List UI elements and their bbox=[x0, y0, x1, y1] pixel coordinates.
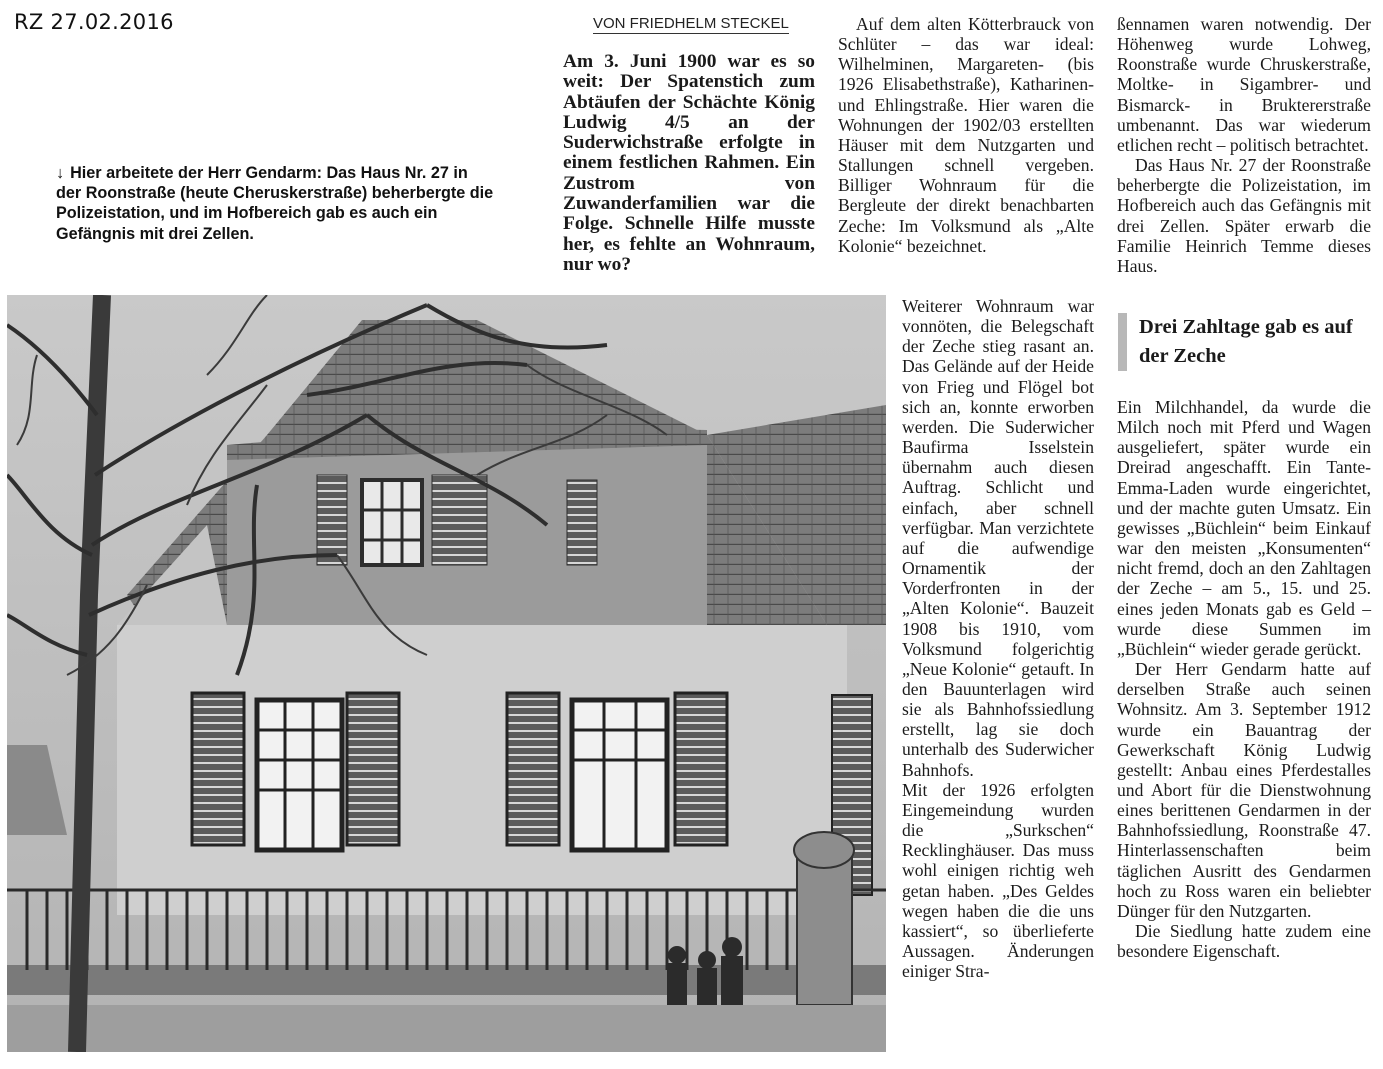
paragraph-milchhandel: Ein Milchhandel, da wurde die Milch noch mit Pferd und Wagen ausgeliefert, später wurde ein Dreirad angeschafft. Ein Tante-Emma-Laden wurde eingerichtet, und der machte guten Umsatz. Ein gewisses „Büchlein“ beim Einkauf war den meisten „Konsumenten“ nicht fremd, doch an den Zahltagen der Zeche – am 5., 15. und 25. eines jeden Monats gab es Geld – wurde diese Summen im „Büchlein“ wieder gerade gerückt. bbox=[1117, 397, 1371, 659]
house-illustration bbox=[7, 295, 886, 1052]
photo-caption bbox=[56, 163, 496, 244]
paragraph-gendarm: Der Herr Gendarm hatte auf derselben Straße auch seinen Wohnsitz. Am 3. September 1912 wurde ein Bauantrag der Gewerkschaft König Ludwig gestellt: Anbau eines Pferdestalles und Abort für die Dienstwohnung eines berittenen Gendarmen in der Bahnhofssiedlung, Roonstraße 47. Hinterlassenschaften beim täglichen Ausritt des Gendarmen hoch zu Ross waren ein beliebter Dünger für den Nutzgarten. bbox=[1117, 659, 1371, 921]
paragraph-haus-27: Das Haus Nr. 27 der Roonstraße beherbergte die Polizeistation, im Hofbereich auch das Gefängnis mit drei Zellen. Später erwarb die Familie Heinrich Temme dieses Haus. bbox=[1117, 155, 1371, 276]
paragraph-strassennamen: ßennamen waren notwendig. Der Höhenweg wurde Lohweg, Roonstraße wurde Chruskerstraße, Moltke- in Sigambrer- und Bismarck- in Bruktererstraße umbenannt. Das war wiederum etlichen recht – politisch betrachtet. bbox=[1117, 14, 1371, 155]
section-subheading: Drei Zahltage gab es auf der Zeche bbox=[1118, 313, 1369, 371]
paragraph-alte-kolonie: Auf dem alten Kötterbrauck von Schlüter – das war ideal: Wilhelminen, Margareten- (bis 1926 Elisabethstraße), Katharinen- und Ehlingstraße. Hier waren die Wohnungen der 1902/03 erstellten Häuser mit dem Nutzgarten und Stallungen schnell vergeben. Billiger Wohnraum für die Bergleute der direkt benachbarten Zeche: Im Volksmund als „Alte Kolonie“ bezeichnet. bbox=[838, 14, 1094, 256]
paragraph-neue-kolonie: Weiterer Wohnraum war vonnöten, die Belegschaft der Zeche stieg rasant an. Das Gelände auf der Heide von Frieg und Flögel bot sich an, konnte erworben werden. Die Suderwicher Baufirma Isselstein übernahm auch diesen Auftrag. Schlicht und einfach, aber schnell verfügbar. Man verzichtete auf die aufwendige Ornamentik der Vorderfronten in der „Alten Kolonie“. Bauzeit 1908 bis 1910, vom Volksmund folgerichtig „Neue Kolonie“ getauft. In den Bauunterlagen wird sie als Bahnhofssiedlung erstellt, lag sie doch unterhalb des Suderwicher Bahnhofs. bbox=[902, 296, 1094, 780]
source-date-tag: RZ 27.02.2016 bbox=[14, 10, 174, 34]
article-column-3-narrow bbox=[902, 296, 1094, 981]
article-column-4-bottom bbox=[1117, 397, 1371, 961]
historic-house-photo bbox=[7, 295, 886, 1052]
article-lead: Am 3. Juni 1900 war es so weit: Der Spatenstich zum Abtäufen der Schächte König Ludwig 4/5 an der Suderwichstraße erfolgte in einem festlichen Rahmen. Ein Zustrom von Zuwanderfamilien war die Folge. Schnelle Hilfe musste her, es fehlte an Wohnraum, nur wo? bbox=[563, 51, 815, 275]
article-column-4-top bbox=[1117, 14, 1371, 276]
paragraph-eingemeindung: Mit der 1926 erfolgten Eingemeindung wurden die „Surkschen“ Recklinghäuser. Das muss wohl einigen richtig weh getan haben. „Des Geldes wegen haben die die uns kassiert“, so überlieferte Aussagen. Änderungen einiger Stra- bbox=[902, 779, 1094, 982]
photo-caption-text: Hier arbeitete der Herr Gendarm: Das Haus Nr. 27 in der Roonstraße (heute Cheruskerstraße) beherbergte die Polizeistation, und im Hofbereich gab es auch ein Gefängnis mit drei Zellen. bbox=[56, 164, 494, 243]
author-byline: VON FRIEDHELM STECKEL bbox=[593, 15, 789, 32]
paragraph-siedlung: Die Siedlung hatte zudem eine besondere Eigenschaft. bbox=[1117, 921, 1371, 962]
article-column-3-top bbox=[838, 14, 1094, 256]
arrow-down-icon: ↓ bbox=[56, 164, 65, 182]
